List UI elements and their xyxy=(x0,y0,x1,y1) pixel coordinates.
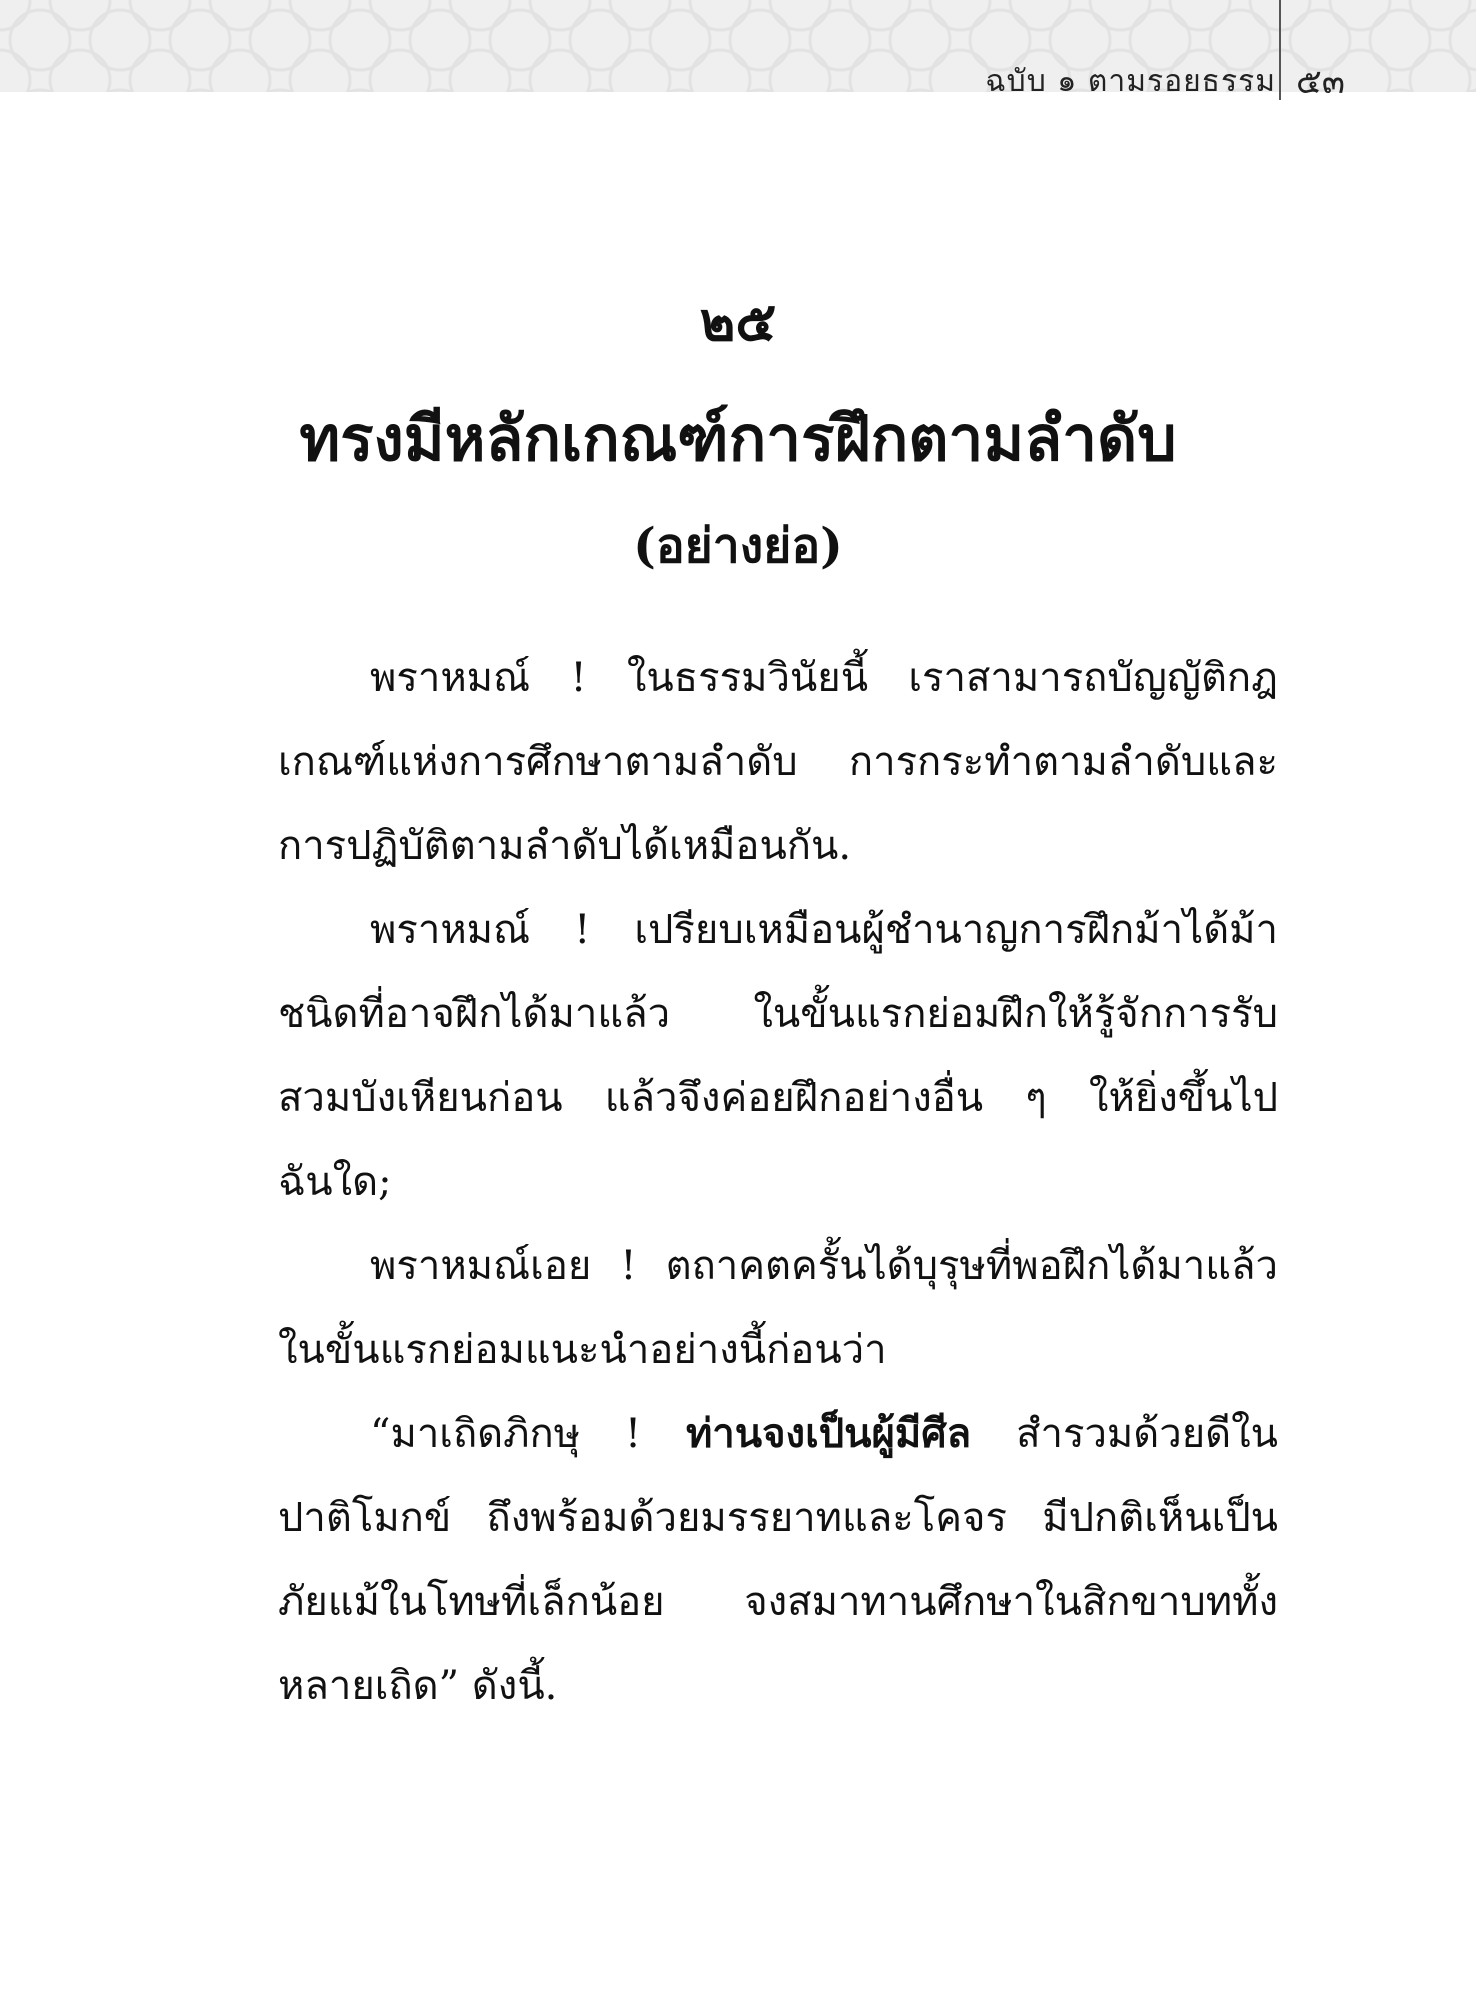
chapter-subtitle: (อย่างย่อ) xyxy=(633,518,843,574)
paragraph: พราหมณ์ ! เปรียบเหมือนผู้ชำนาญการฝึกม้าได้ม้าชนิดที่อาจฝึกได้มาแล้ว ในขั้นแรกย่อมฝึกให้รู้จักการรับสวมบังเหียนก่อน แล้วจึงค่อยฝึกอย่างอื่น ๆ ให้ยิ่งขึ้นไปฉันใด; xyxy=(278,907,1278,1205)
paragraph-text: “มาเถิดภิกษุ ! xyxy=(370,1411,686,1457)
chapter-number: ๒๕ xyxy=(699,289,777,353)
chapter-title: ทรงมีหลักเกณฑ์การฝึกตามลำดับ xyxy=(299,402,1177,475)
body-text xyxy=(278,636,1278,1728)
emphasized-text: ท่านจงเป็นผู้มีศีล xyxy=(685,1410,972,1457)
paragraph xyxy=(278,1392,1278,1728)
page-number: ๕๓ xyxy=(1296,62,1345,102)
running-head: ฉบับ ๑ ตามรอยธรรม xyxy=(985,64,1276,99)
header-divider xyxy=(1279,0,1281,100)
paragraph: พราหมณ์เอย ! ตถาคตครั้นได้บุรุษที่พอฝึกได้มาแล้วในขั้นแรกย่อมแนะนำอย่างนี้ก่อนว่า xyxy=(278,1243,1278,1373)
paragraph-text: สำรวมด้วยดีในปาติโมกข์ ถึงพร้อมด้วยมรรยาทและโคจร มีปกติเห็นเป็นภัยแม้ในโทษที่เล็กน้อย จงสมาทานศึกษาในสิกขาบททั้งหลายเถิด” ดังนี้. xyxy=(278,1411,1278,1709)
paragraph: พราหมณ์ ! ในธรรมวินัยนี้ เราสามารถบัญญัติกฎเกณฑ์แห่งการศึกษาตามลำดับ การกระทำตามลำดับและการปฏิบัติตามลำดับได้เหมือนกัน. xyxy=(278,655,1278,869)
